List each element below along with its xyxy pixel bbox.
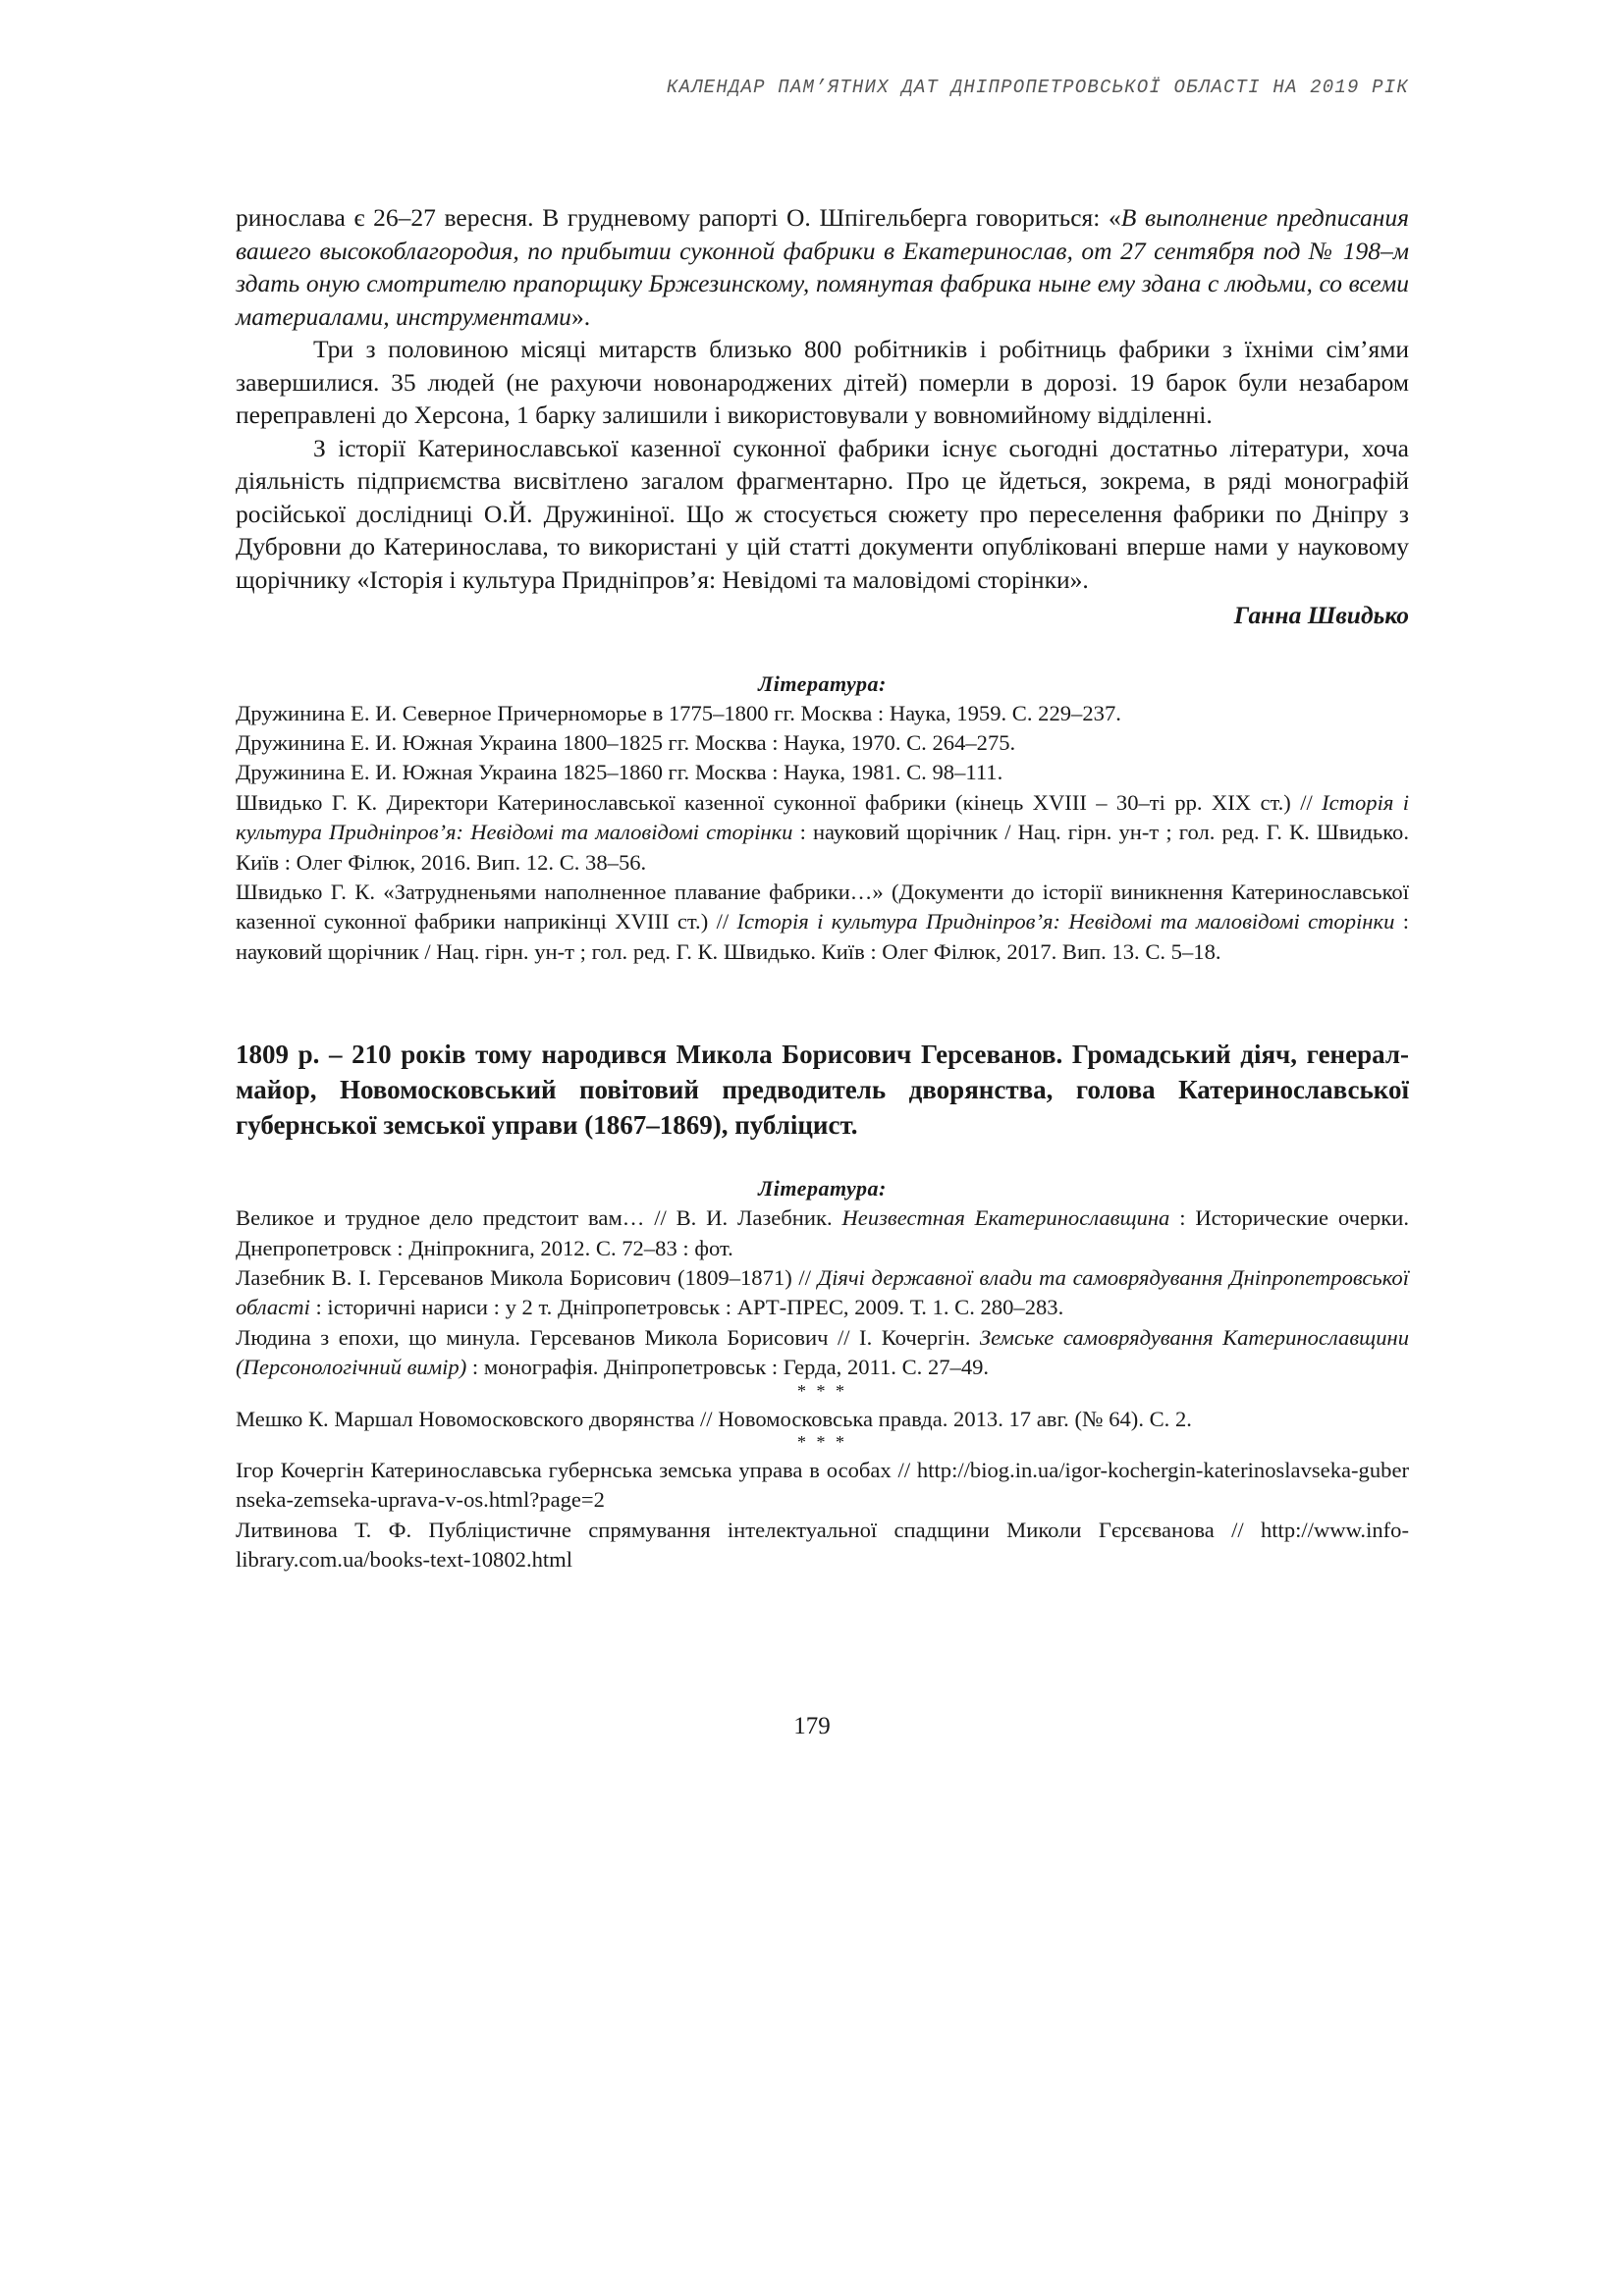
literature-text: Великое и трудное дело предстоит вам… // В. И. Лазебник. bbox=[236, 1205, 842, 1231]
literature-item bbox=[236, 699, 1409, 728]
paragraph-2: Три з половиною місяці митарств близько 800 робітників і робітниць фабрики з їхніми сім’ями завершилися. 35 людей (не рахуючи новонароджених дітей) померли в дорозі. 19 барок були незабаром переправлені до Херсона, 1 барку залишили і використовували у вовномийному відділенні. bbox=[236, 335, 1409, 429]
literature-title: Діячі державної влади та самоврядування Дніпропетровської області bbox=[236, 1264, 1409, 1320]
literature-item: Литвинова Т. Ф. Публіцистичне спрямування інтелектуальної спадщини Миколи Гєрсєванова // http://www.info-library.com.ua/books-text-10802.html bbox=[236, 1517, 1409, 1573]
literature-item bbox=[236, 758, 1409, 787]
page-number: 179 bbox=[793, 1713, 831, 1739]
literature-item bbox=[236, 878, 1409, 967]
literature-heading-2: Література: bbox=[758, 1176, 887, 1201]
literature-text: : науковий щорічник / Нац. гірн. ун-т ; гол. ред. Г. К. Швидько. Київ : Олег Філюк, 2017. Вип. 13. С. 5–18. bbox=[236, 909, 1409, 964]
literature-item bbox=[236, 728, 1409, 758]
literature-title: Історія і культура Придніпров’я: Невідомі та маловідомі сторінки bbox=[736, 909, 1395, 934]
paragraph-1-quote: В выполнение предписания вашего высокоблагородия, по прибытии суконной фабрики в Екатеринослав, от 27 сентября под № 198–м здать оную смотрителю прапорщику Бржезинскому, помянутая фабрика ныне ему здана с людьми, со всеми материалами, инструментами bbox=[236, 203, 1409, 331]
literature-list-4 bbox=[236, 1456, 1409, 1575]
literature-text: Дружинина Е. И. Северное Причерноморье в 1775–1800 гг. Москва : Наука, 1959. С. 229–237. bbox=[236, 700, 1121, 725]
literature-text: Швидько Г. К. Директори Катеринославської казенної суконної фабрики (кінець XVIII – 30–ті рр. XIX ст.) // bbox=[236, 789, 1323, 815]
literature-list-3 bbox=[236, 1405, 1409, 1434]
literature-text: Дружинина Е. И. Южная Украина 1825–1860 гг. Москва : Наука, 1981. С. 98–111. bbox=[236, 760, 1003, 785]
paragraph-1-end: ». bbox=[570, 301, 591, 331]
separator-stars: * * * bbox=[797, 1380, 847, 1401]
literature-title: Земське самоврядування Катеринославщини (Персонологічний вимір) bbox=[236, 1324, 1409, 1380]
paragraph-1-text: ринослава є 26–27 вересня. В грудневому рапорті О. Шпігельберга говориться: « bbox=[236, 203, 1121, 232]
literature-item: Мешко К. Маршал Новомосковского дворянства // Новомосковська правда. 2013. 17 авг. (№ 64). С. 2. bbox=[236, 1406, 1192, 1431]
literature-heading: Література: bbox=[758, 670, 887, 696]
literature-item bbox=[236, 788, 1409, 878]
author-signature: Ганна Швидько bbox=[1233, 601, 1409, 629]
event-announcement: 1809 р. – 210 років тому народився Микола Борисович Герсеванов. Громадський діяч, генерал-майор, Новомосковський повітовий предводитель дворянства, голова Катеринославської губернської земської управи (1867–1869), публіцист. bbox=[236, 1040, 1409, 1141]
literature-text: : історичні нариси : у 2 т. Дніпропетровськ : АРТ-ПРЕС, 2009. Т. 1. С. 280–283. bbox=[309, 1295, 1064, 1320]
literature-text: Лазебник В. І. Герсеванов Микола Борисович (1809–1871) // bbox=[236, 1264, 818, 1290]
literature-text: Людина з епохи, що минула. Герсеванов Микола Борисович // І. Кочергін. bbox=[236, 1324, 980, 1350]
literature-list-1 bbox=[236, 699, 1409, 968]
literature-title: Історія і культура Придніпров’я: Невідомі та маловідомі сторінки bbox=[236, 789, 1409, 845]
literature-title: Неизвестная Екатеринославщина bbox=[841, 1205, 1170, 1231]
literature-item bbox=[236, 1263, 1409, 1323]
literature-list-2 bbox=[236, 1203, 1409, 1382]
paragraph-1 bbox=[236, 201, 1409, 333]
literature-text: : науковий щорічник / Нац. гірн. ун-т ; гол. ред. Г. К. Швидько. Київ : Олег Філюк, 2016. Вип. 12. С. 38–56. bbox=[236, 820, 1409, 875]
running-header: КАЛЕНДАР ПАМ’ЯТНИХ ДАТ ДНІПРОПЕТРОВСЬКОЇ ОБЛАСТІ НА 2019 РІК bbox=[666, 77, 1409, 98]
literature-item bbox=[236, 1203, 1409, 1263]
literature-item bbox=[236, 1323, 1409, 1383]
literature-text: : монографія. Дніпропетровськ : Герда, 2011. С. 27–49. bbox=[466, 1355, 990, 1380]
literature-text: Швидько Г. К. «Затрудненьями наполненное плавание фабрики…» (Документи до історії виникнення Катеринославської казенної суконної фабрики наприкінці XVIII ст.) // bbox=[236, 879, 1409, 934]
literature-text: Дружинина Е. И. Южная Украина 1800–1825 гг. Москва : Наука, 1970. С. 264–275. bbox=[236, 729, 1016, 755]
literature-text: : Исторические очерки. Днепропетровск : Дніпрокнига, 2012. С. 72–83 : фот. bbox=[236, 1205, 1409, 1260]
paragraph-3: З історії Катеринославської казенної суконної фабрики існує сьогодні достатньо літератури, хоча діяльність підприємства висвітлено загалом фрагментарно. Про це йдеться, зокрема, в ряді монографій російської дослідниці О.Й. Дружиніної. Що ж стосується сюжету про переселення фабрики по Дніпру з Дубровни до Катеринослава, то використані у цій статті документи опубліковані вперше нами у науковому щорічнику «Історія і культура Придніпров’я: Невідомі та маловідомі сторінки». bbox=[236, 433, 1409, 594]
page-content bbox=[236, 201, 1409, 1575]
separator-stars: * * * bbox=[797, 1432, 847, 1452]
literature-item: Ігор Кочергін Катеринославська губернська земська управа в особах // http://biog.in.ua/igor-kochergin-katerinoslavseka-gubernseka-zemseka-uprava-v-os.html?page=2 bbox=[236, 1458, 1409, 1513]
